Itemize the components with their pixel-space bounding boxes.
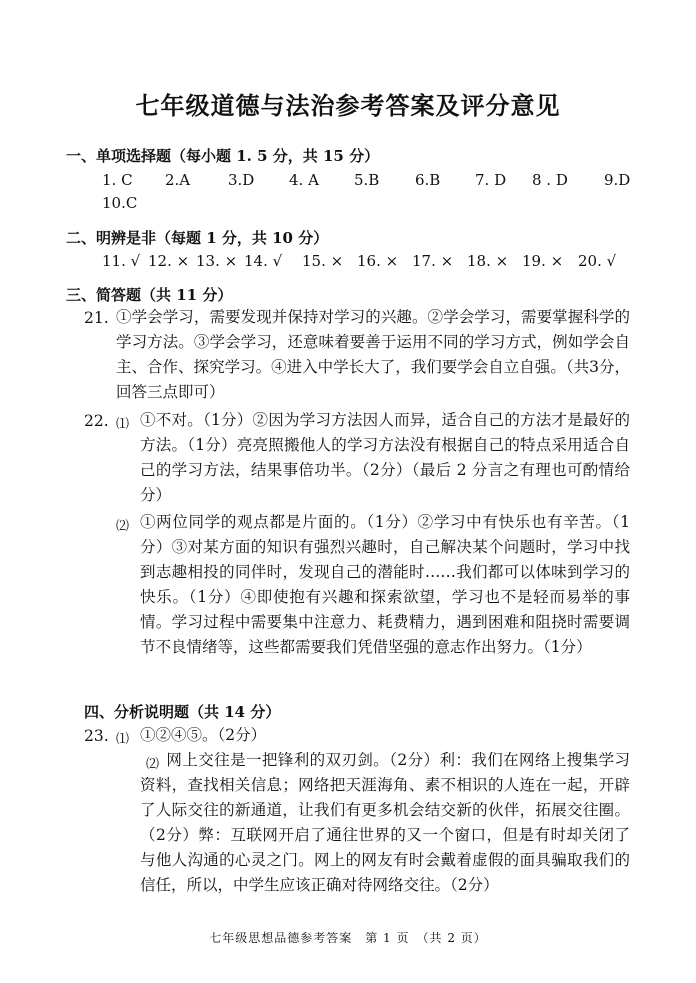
answer-4: 4. A xyxy=(289,171,319,189)
judge-16: 16. × xyxy=(357,252,399,270)
judge-11: 11. √ xyxy=(102,252,141,270)
section-4-heading: 四、分析说明题（共 14 分） xyxy=(84,703,281,721)
judge-12: 12. × xyxy=(148,252,190,270)
question-23-1-label: ⑴ xyxy=(116,732,130,747)
question-23-1-answer: ①②④⑤。（2分） xyxy=(140,726,267,744)
question-22-1-answer: ①不对。（1分）②因为学习方法因人而异，适合自己的方法才是最好的方法。（1分）亮亮照搬他人的学习方法没有根据自己的特点采用适合自己的学习方法，结果事倍功半。（2分）（最后 2 分言之有理也可酌情给分） xyxy=(140,411,630,504)
question-23-2-text: 网上交往是一把锋利的双刃剑。（2分）利：我们在网络上搜集学习资料，查找相关信息；网络把天涯海角、素不相识的人连在一起，开辟了人际交往的新通道，让我们有更多机会结交新的伙伴，拓展交往圈。（2分）弊：互联网开启了通往世界的又一个窗口，但是有时却关闭了与他人沟通的心灵之门。网上的网友有时会戴着虚假的面具骗取我们的信任，所以，中学生应该正确对待网络交往。（2分） xyxy=(140,751,630,894)
question-21-number: 21. xyxy=(84,309,109,327)
judge-17: 17. × xyxy=(412,252,454,270)
judge-18: 18. × xyxy=(467,252,509,270)
answer-3: 3.D xyxy=(228,171,255,189)
answer-10: 10.C xyxy=(102,194,138,212)
section-2-heading: 二、明辨是非（每题 1 分，共 10 分） xyxy=(66,229,329,247)
question-22-number: 22. xyxy=(84,412,109,430)
answer-9: 9.D xyxy=(604,171,631,189)
question-23-2-answer xyxy=(140,748,630,898)
judge-19: 19. × xyxy=(522,252,564,270)
judge-15: 15. × xyxy=(302,252,344,270)
answer-5: 5.B xyxy=(354,171,380,189)
answer-6: 6.B xyxy=(415,171,441,189)
question-23-number: 23. xyxy=(84,727,109,745)
answer-8: 8 . D xyxy=(532,171,568,189)
judge-13: 13. × xyxy=(196,252,238,270)
document-title: 七年级道德与法治参考答案及评分意见 xyxy=(135,91,561,120)
question-21-answer: ①学会学习，需要发现并保持对学习的兴趣。②学会学习，需要掌握科学的学习方法。③学会学习，还意味着要善于运用不同的学习方式，例如学会自主、合作、探究学习。④进入中学长大了，我们要学会自立自强。（共3分，回答三点即可） xyxy=(116,308,630,401)
judge-20: 20. √ xyxy=(578,252,617,270)
answer-7: 7. D xyxy=(475,171,507,189)
page-footer: 七年级思想品德参考答案 第 1 页 （共 2 页） xyxy=(209,931,487,945)
question-22-1-label: ⑴ xyxy=(116,417,130,432)
question-23-2-label: ⑵ xyxy=(146,757,160,772)
judge-14: 14. √ xyxy=(244,252,283,270)
answer-2: 2.A xyxy=(165,171,191,189)
question-22-2-label: ⑵ xyxy=(116,519,130,534)
question-22-2-answer: ①两位同学的观点都是片面的。（1分）②学习中有快乐也有辛苦。（1分）③对某方面的知识有强烈兴趣时，自己解决某个问题时，学习中找到志趣相投的同伴时，发现自己的潜能时……我们都可以体味到学习的快乐。（1分）④即使抱有兴趣和探索欲望，学习也不是轻而易举的事情。学习过程中需要集中注意力、耗费精力，遇到困难和阻挠时需要调节不良情绪等，这些都需要我们凭借坚强的意志作出努力。（1分） xyxy=(140,513,630,656)
answer-1: 1. C xyxy=(102,171,133,189)
section-1-heading: 一、单项选择题（每小题 1. 5 分，共 15 分） xyxy=(66,147,380,165)
section-3-heading: 三、简答题（共 11 分） xyxy=(66,286,233,304)
